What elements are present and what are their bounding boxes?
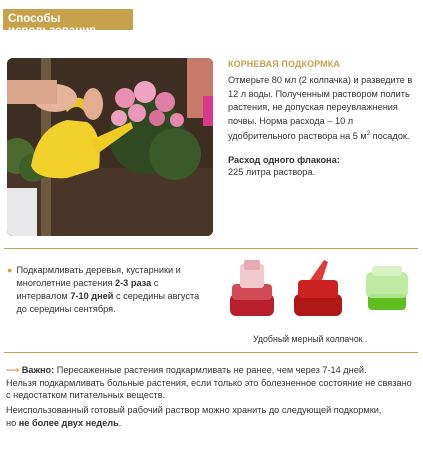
root-feeding-instructions-end: посадок. bbox=[370, 131, 410, 142]
tip-part3: с середины августа до середины сентября. bbox=[16, 291, 200, 314]
important-note bbox=[6, 364, 418, 402]
arrow-right-icon: ⟶ bbox=[6, 365, 20, 375]
caps-caption: Удобный мерный колпачок . bbox=[253, 334, 368, 344]
tip-frequency: 2-3 раза bbox=[115, 278, 152, 288]
measuring-caps-illustration bbox=[222, 258, 418, 328]
divider-top bbox=[4, 248, 418, 249]
measuring-caps-image bbox=[222, 258, 418, 328]
unit-superscript: 2 bbox=[366, 131, 371, 137]
watering-can-roses-image bbox=[7, 58, 213, 236]
tip-interval: 7-10 дней bbox=[70, 291, 114, 301]
cap-pink-icon bbox=[230, 260, 274, 316]
usage-label: Расход одного флакона: bbox=[228, 154, 340, 165]
important-label: Важно: bbox=[21, 365, 55, 375]
root-feeding-instructions: Отмерьте 80 мл (2 колпачка) и разведите в 12 л воды. Полученным раствором полить растения, не допуская переувлажнения почвы. Норма расхода – 10 л удобрительного раствора на 5 м bbox=[228, 75, 413, 142]
tip-block bbox=[7, 264, 207, 316]
storage-prefix: но bbox=[6, 417, 19, 428]
bullet-icon: ● bbox=[7, 265, 13, 275]
tip-part1: Подкармливать деревья, кустарники и многолетние растения bbox=[16, 265, 181, 288]
storage-limit: не более двух недель bbox=[18, 417, 119, 428]
important-text-1: Пересаженные растения подкармливать не ранее, чем через 7-14 дней. bbox=[54, 365, 367, 375]
root-feeding-title: КОРНЕВАЯ ПОДКОРМКА bbox=[228, 59, 340, 69]
divider-bottom bbox=[4, 352, 418, 353]
root-feeding-text bbox=[228, 74, 418, 144]
usage-value: 225 литра раствора. bbox=[228, 166, 316, 177]
root-feeding-block bbox=[228, 59, 418, 179]
tip-text bbox=[16, 264, 207, 316]
storage-text: Неиспользованный готовый рабочий раствор можно хранить до следующей подкормки, bbox=[6, 405, 382, 415]
watering-photo bbox=[7, 58, 213, 236]
tip-part2: с интервалом bbox=[16, 278, 159, 301]
cap-green-icon bbox=[366, 266, 408, 310]
section-title-badge bbox=[3, 9, 133, 37]
cap-red-icon bbox=[294, 260, 342, 316]
section-title: Способы использования bbox=[8, 13, 97, 37]
important-text-2: Нельзя подкармливать больные растения, если только это болезненное состояние не связано с недостатком питательных веществ. bbox=[6, 377, 412, 400]
storage-suffix: . bbox=[118, 417, 122, 428]
storage-note bbox=[6, 404, 418, 429]
